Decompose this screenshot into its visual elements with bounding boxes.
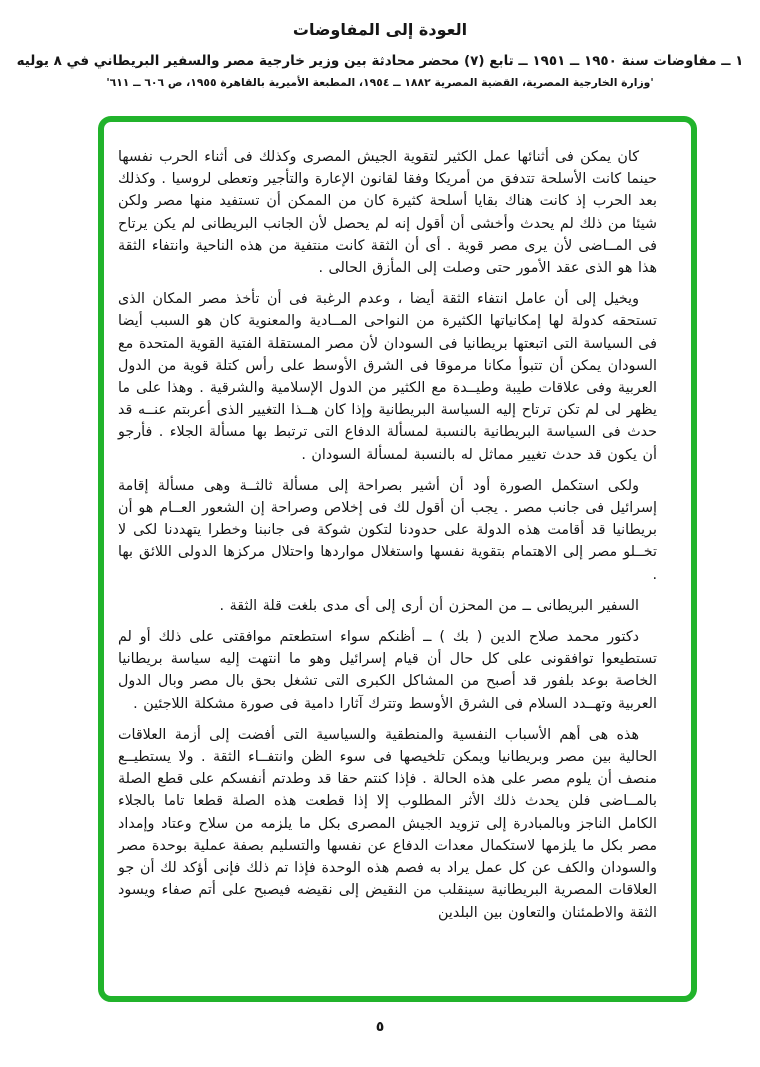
dialogue-line-british-ambassador: السفير البريطانى ــ من المحزن أن أرى إلى أى مدى بلغت قلة الثقة . [219,597,639,614]
body-paragraph-6: هذه هى أهم الأسباب النفسية والمنطقية والسياسية التى أفضت إلى أزمة العلاقات الحالية بين مصر وبريطانيا ويمكن تلخيصها فى سوء الظن وانتفــاء الثقة . ولا يستطيــع منصف أن يلوم مصر على هذه الحالة . فإذا كنتم حقا قد وطدتم أنفسكم على قطع الصلة بالمــاضى فلن يحدث ذلك الأثر المطلوب إلا إذا قطعت هذه الصلة قطعا تاما بالجلاء الكامل الناجز وبالمبادرة إلى تزويد الجيش المصرى بكل ما يلزمه من سلاح وعتاد وإمداد مصر بكل ما يلزمها لاستكمال معدات الدفاع عن نفسها والتسليم بصفة عملية بوحدة مصر والسودان والكف عن كل عمل يراد به فصم هذه الوحدة فإذا تم ذلك فإنى أؤكد لك أن جو العلاقات المصرية البريطانية سينقلب من النقيض إلى نقيضه فيصبح على أتم صفاء ويسود الثقة والاطمئنان والتعاون بين البلدين [118,726,657,921]
body-paragraph-3: ولكى استكمل الصورة أود أن أشير بصراحة إلى مسألة ثالثــة وهى مسألة إقامة إسرائيل فى جانب مصر . يجب أن أقول لك فى إخلاص وصراحة إن الشعور العــام هو أن بريطانيا قد أقامت هذه الدولة على حدودنا لتكون شوكة فى جانبنا وخطرا يتهددنا لكى لا تخــلو مصر إلى الاهتمام بتقوية نفسها واستغلال مواردها واحتلال مركزها الدولى اللائق بها . [118,477,657,583]
body-paragraph-1: كان يمكن فى أثنائها عمل الكثير لتقوية الجيش المصرى وكذلك فى أثناء الحرب نفسها حينما كانت الأسلحة تتدفق من أمريكا وفقا لقانون الإعارة والتأجير وتعطى لروسيا . وكذلك بعد الحرب إذ كانت هناك بقايا أسلحة كثيرة كان من الممكن أن تستفيد منها مصر ولكن شيئا من ذلك لم يحدث وأخشى أن أقول إنه لم يحصل لأن الجانب البريطانى لم يكن يرتاح فى المــاضى لأن يرى مصر قوية . أى أن الثقة كانت منتفية من هذه الناحية وانتفاء الثقة هذا هو الذى عقد الأمور حتى وصلت إلى المأزق الحالى . [118,149,657,277]
dialogue-line-dr-salah-el-din: دكتور محمد صلاح الدين ( بك ) ــ أظنكم سواء استطعتم موافقتى على ذلك أو لم تستطيعوا توافقونى على كل حال أن قيام إسرائيل وهو ما انتهت إليه سياسة بريطانيا الخاصة بوعد بلفور قد أصبح من المشاكل الكبرى التى تشغل بحق بال مصر وبال الدول العربية وتهــدد السلام فى الشرق الأوسط وتترك آثارا دامية فى صورة مشكلة اللاجئين . [118,629,657,712]
page-number: ٥ [375,1019,385,1035]
body-paragraph-2: ويخيل إلى أن عامل انتفاء الثقة أيضا ، وعدم الرغبة فى أن تأخذ مصر المكان الذى تستحقه كدولة لها إمكانياتها الكثيرة من النواحى المــادية والمعنوية كان هو السبب أيضا فى السياسة التى اتبعتها بريطانيا فى السودان لأن مصر المستقلة الفتية القوية المتحدة مع السودان يمكن أن تتبوأ مكانا مرموقا فى الشرق الأوسط على رأس كتلة قوية من الدول العربية وفى علاقات طيبة وطيــدة مع الكثير من الدول الإسلامية والشرقية . وهذا على ما يظهر لى لم تكن ترتاح إليه السياسة البريطانية وإذا كان هــذا التغيير الذى أعربتم عنــه قد حدث فى السياسة البريطانية بالنسبة لمسألة الدفاع التى ترتبط بها مسألة الجلاء . فأرجو أن يكون قد حدث تغيير مماثل له بالنسبة لمسألة السودان . [118,291,657,463]
document-heading: ١ ــ مفاوضات سنة ١٩٥٠ ــ ١٩٥١ ــ تابع (٧) محضر محادثة بين وزير خارجية مصر والسفير البريطاني في ٨ يوليه [16,53,744,69]
page-header [0,0,760,91]
highlighted-text-frame [98,116,697,1002]
page-footer [0,1016,760,1035]
page-title: العودة إلى المفاوضات [292,20,468,39]
source-citation: 'وزارة الخارجية المصرية، القضية المصرية ١٨٨٢ ــ ١٩٥٤، المطبعة الأميرية بالقاهرة ١٩٥٥، ص ٦٠٦ ــ ٦١١' [106,76,654,89]
